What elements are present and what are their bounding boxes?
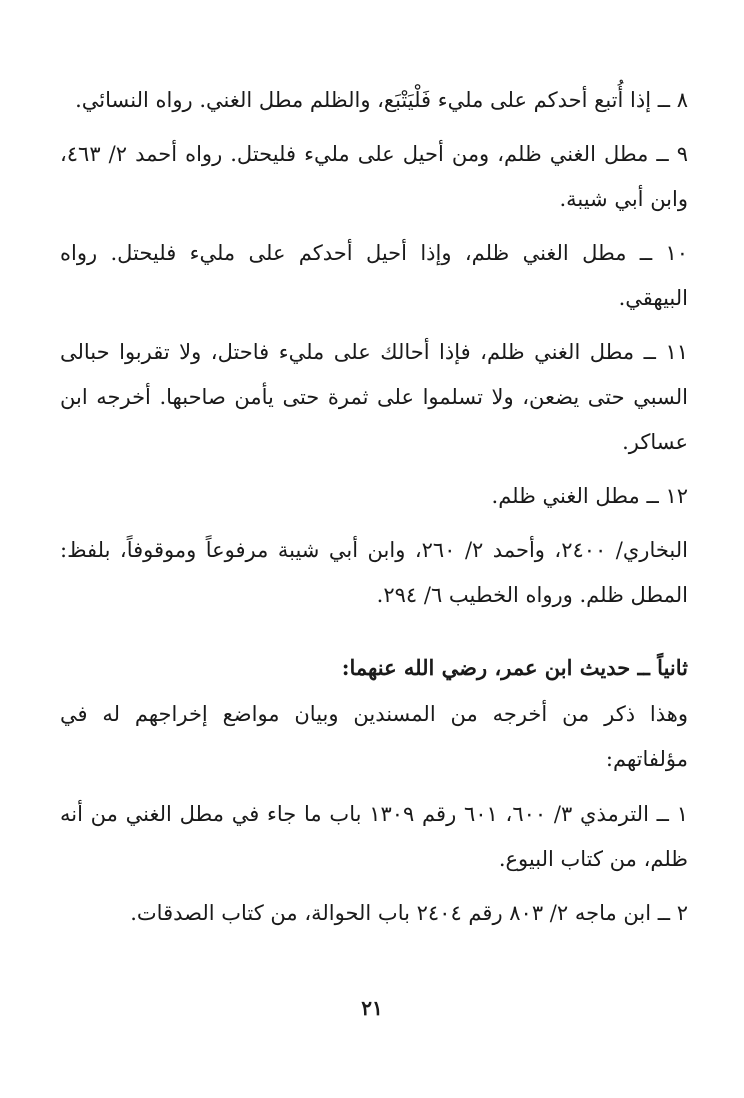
sources-note: البخاري/ ٢٤٠٠، وأحمد ٢/ ٢٦٠، وابن أبي شيبة مرفوعاً وموقوفاً، بلفظ: المطل ظلم. ورواه الخطيب ٦/ ٢٩٤. <box>60 538 688 607</box>
hadith-entry-8: ٨ ــ إذا أُتبع أحدكم على مليء فَلْيَتْبَع، والظلم مطل الغني. رواه النسائي. <box>75 88 688 112</box>
section-intro: وهذا ذكر من أخرجه من المسندين وبيان مواضع إخراجهم له في مؤلفاتهم: <box>60 702 688 771</box>
hadith-entry-10: ١٠ ــ مطل الغني ظلم، وإذا أحيل أحدكم على مليء فليحتل. رواه البيهقي. <box>60 241 688 310</box>
page-body <box>60 78 688 945</box>
hadith-entry-12: ١٢ ــ مطل الغني ظلم. <box>491 484 688 508</box>
reference-entry-2: ٢ ــ ابن ماجه ٢/ ٨٠٣ رقم ٢٤٠٤ باب الحوالة، من كتاب الصدقات. <box>130 901 688 925</box>
section-heading: ثانياً ــ حديث ابن عمر، رضي الله عنهما: <box>341 655 688 680</box>
page-number: ٢١ <box>361 996 383 1020</box>
reference-entry-1: ١ ــ الترمذي ٣/ ٦٠٠، ٦٠١ رقم ١٣٠٩ باب ما جاء في مطل الغني من أنه ظلم، من كتاب البيوع. <box>60 802 688 871</box>
hadith-entry-9: ٩ ــ مطل الغني ظلم، ومن أحيل على مليء فليحتل. رواه أحمد ٢/ ٤٦٣، وابن أبي شيبة. <box>60 142 688 211</box>
hadith-entry-11: ١١ ــ مطل الغني ظلم، فإذا أحالك على مليء فاحتل، ولا تقربوا حبالى السبي حتى يضعن، ولا تسلموا على ثمرة حتى يأمن صاحبها. أخرجه ابن عساكر. <box>60 340 688 454</box>
